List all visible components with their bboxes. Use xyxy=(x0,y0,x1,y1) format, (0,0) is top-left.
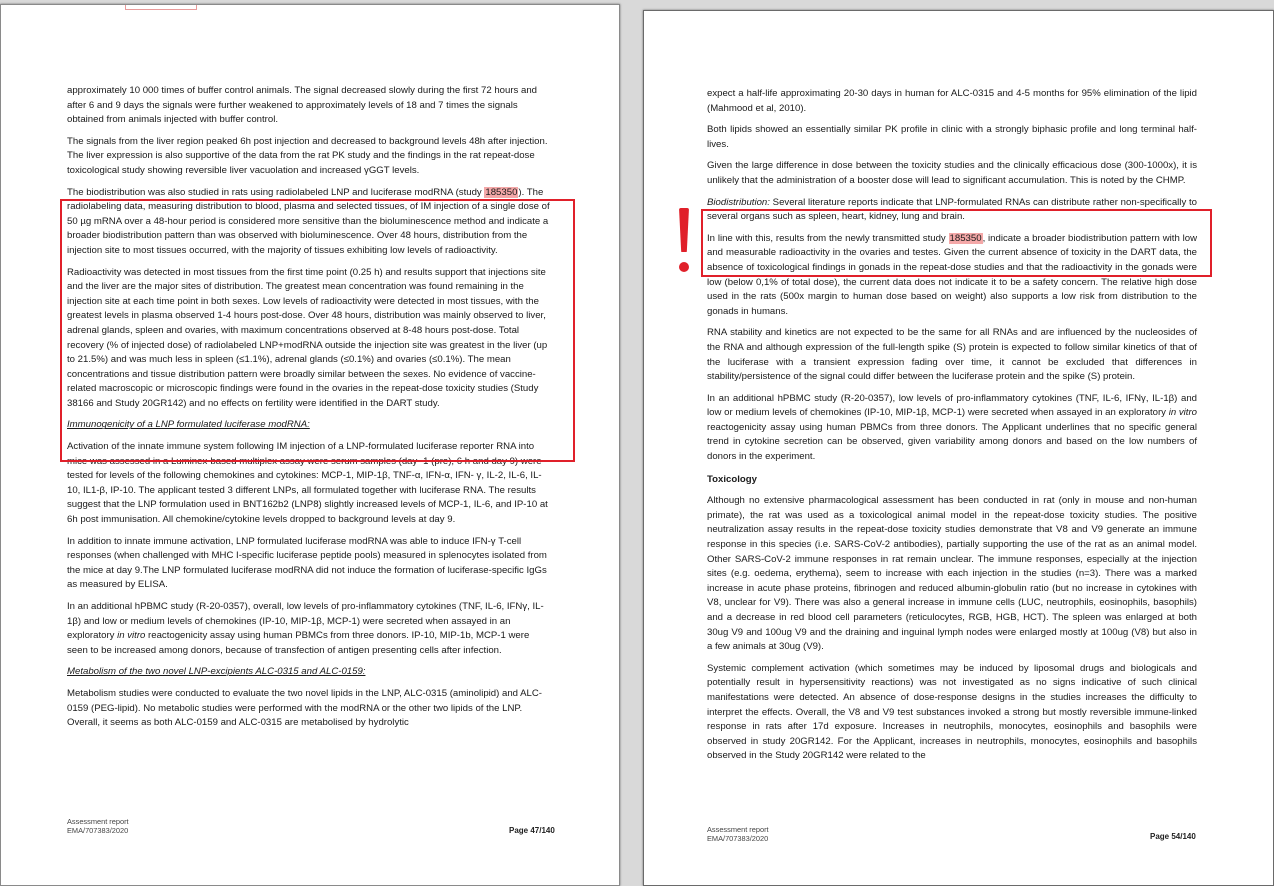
annotation-box xyxy=(60,199,575,462)
paragraph xyxy=(707,392,1197,465)
highlighted-study-number: 185350 xyxy=(949,232,982,244)
paragraph-text: In an additional hPBMC study (R-20-0357), low levels of pro-inflammatory cytokines (TNF, IL-6, IFNγ, IL-1β) and low or medium levels of chemokines (IP-10, MIP-1β, MCP-1) were secreted when assayed in an exploratory xyxy=(707,392,1197,419)
page-content xyxy=(707,87,1197,771)
annotation-box xyxy=(701,209,1212,277)
document-page-left xyxy=(0,4,620,886)
paragraph: The signals from the liver region peaked 6h post injection and decreased to background levels 48h after injection. The liver expression is also supportive of the data from the rat PK study and the findings in the rat repeat-dose toxicological study showing reversible liver vacuolation and increased γGGT levels. xyxy=(67,135,548,176)
paragraph-text: In line with this, results from the newly transmitted study xyxy=(707,232,949,244)
footer-reference: EMA/707383/2020 xyxy=(707,834,769,843)
document-page-right xyxy=(643,10,1274,886)
page-number: Page 54/140 xyxy=(1150,832,1196,841)
section-heading: Toxicology xyxy=(707,473,757,485)
paragraph-text: The biodistribution was also studied in rats using radiolabeled LNP and luciferase modRNA (study xyxy=(67,186,485,198)
paragraph: Both lipids showed an essentially similar PK profile in clinic with a strongly biphasic profile and long terminal half-lives. xyxy=(707,124,1197,150)
page-tab-marker xyxy=(125,5,197,10)
paragraph: expect a half-life approximating 20-30 days in human for ALC-0315 and 4-5 months for 95% elimination of the lipid (Mahmood et al, 2010). xyxy=(707,88,1197,114)
footer-reference: EMA/707383/2020 xyxy=(67,826,129,835)
italic-label: Biodistribution: xyxy=(707,196,770,208)
paragraph-text: ). The radiolabeling data, measuring distribution to blood, plasma and selected tissues, of IM injection of a single dose of 50 µg mRNA over a 48-hour period is considered more sensitive than the bioluminescence method and indicate a broader biodistribution pattern than was observed with bioluminescence. Over 48 hours, distribution from the injection site to most tissues occurred, with the majority of tissues exhibiting low levels of radioactivity. xyxy=(67,186,550,256)
footer-label: Assessment report xyxy=(67,817,129,826)
paragraph-text: , indicate a broader biodistribution pattern with low and measurable radioactivity in the ovaries and testes. Given the current absence of toxicity in the DART data, the absence of toxicological findings in gonads in the repeat-dose studies and that the radioactivity in the gonads were low (below 0,1% of total dose), the current data does not indicate it to be a safety concern. The relative high dose used in the rats (500x margin to human dose based on weight) also supports a low risk from distribution to the gonads in humans. xyxy=(707,232,1197,317)
paragraph: Although no extensive pharmacological assessment has been conducted in rat (only in mouse and non-human primate), the rat was used as a toxicological animal model in the repeat-dose toxicity studies. The positive neutralization assay results in the repeat-dose toxicity studies demonstrate that V8 and V9 generate an immune response in this species (i.e. SARS-CoV-2 antibodies), partially supporting the use of the rat as an animal model. Other SARS-CoV-2 immune responses in rat remain unclear. The immune responses, especially at the injection sites (e.g. oedema, erythema), seem to increase with each injection in the studies (n=3). There was a marked increase in acute phase proteins, fibrinogen and reduced albumin-globulin ratio (but no increase in cytokines with V8, unclear for V9). There was also a general increase in immune cells (LUC, neutrophils, eosinophils, basophils) and a decrease in red blood cell parameters (reticulocytes, RGB, HGB, HCT). The spleen was enlarged at both 30ug V9 and 100ug V9 and the draining and inguinal lymph nodes were enlarged mostly at 100ug (V8) but also in a few animals at 30ug (V9). xyxy=(707,495,1197,653)
page-number: Page 47/140 xyxy=(509,826,555,835)
paragraph: Radioactivity was detected in most tissues from the first time point (0.25 h) and results support that injections site and the liver are the major sites of distribution. The greatest mean concentration was found remaining in the injection site at each time point in both sexes. Low levels of radioactivity were detected in most tissues, with the greatest levels in plasma observed 1-4 hours post-dose. Over 48 hours, distribution was mainly observed to liver, adrenal glands, spleen and ovaries, with maximum concentrations observed at 8-48 hours post-dose. Total recovery (% of injected dose) of radiolabeled LNP+modRNA outside the injection site was greatest in the liver (up to 21.5%) and was much less in spleen (≤1.1%), adrenal glands (≤0.1%) and ovaries (≤0.1%). The mean concentrations and tissue distribution pattern were broadly similar between the sexes. No evidence of vaccine-related macroscopic or microscopic findings were found in the ovaries in the repeat-dose toxicity studies (Study 38166 and Study 20GR142) and no effects on fertility were identified in the DART study. xyxy=(67,266,548,409)
paragraph: Systemic complement activation (which sometimes may be induced by liposomal drugs and biologicals and potentially result in hypersensitivity reactions) was not investigated as no signs indicative of such clinical manifestations were detected. An absence of dose-response designs in the studies increases the difficulty to interpret the effects. Overall, the V8 and V9 test substances invoked a strong but mostly reversible immune-linked response in rats after 17d exposure. Increases in neutrophils, monocytes, eosinophils and basophils were observed in study 20GR142. For the Applicant, increases in neutrophils, monocytes, eosinophils and basophils observed in the Study 20GR142 were related to the xyxy=(707,662,1197,762)
paragraph: Given the large difference in dose between the toxicity studies and the clinically efficacious dose (300-1000x), it is unlikely that the administration of a booster dose will lead to significant accumulation. This is noted by the CHMP. xyxy=(707,160,1197,186)
italic-term: in vitro xyxy=(117,630,146,642)
paragraph: approximately 10 000 times of buffer control animals. The signal decreased slowly during the first 72 hours and after 6 and 9 days the signals were further weakened to approximately levels of 18 and 7 times the signals obtained from animals injected with buffer control. xyxy=(67,85,537,126)
page-footer xyxy=(707,825,769,843)
exclamation-dot-icon xyxy=(679,262,689,272)
section-heading: Immunogenicity of a LNP formulated luciferase modRNA: xyxy=(67,419,310,431)
highlighted-study-number: 185350 xyxy=(485,186,518,198)
paragraph: RNA stability and kinetics are not expected to be the same for all RNAs and are influenced by the nucleosides of the RNA and although expression of the full-length spike (S) protein is expected to follow similar kinetics of that of the luciferase with a transient expression fading over time, it cannot be excluded that differences in stability/persistence of the signal could differ between the luciferase protein and the spike (S) protein. xyxy=(707,327,1197,383)
paragraph: Activation of the innate immune system following IM injection of a LNP-formulated luciferase reporter RNA into mice was assessed in a Luminex-based multiplex assay were serum samples (day -1 (pre), 6 h and day 9) were tested for levels of the following chemokines and cytokines: MCP-1, MIP-1β, TNF-α, IFN-α, IFN- γ, IL-2, IL-6, IL-10, IL1-β, IP-10. The applicant tested 3 different LNPs, all formulated together with luciferase RNA. The results suggest that the LNP formulation used in BNT162b2 (LNP8) slightly increased levels of MCP-1, IL-6, and IP-10 at 6h post immunisation. All chemokine/cytokine levels dropped to background levels at day 9. xyxy=(67,441,548,526)
paragraph-text: Several literature reports indicate that LNP-formulated RNAs can distribute rather non-specifically to several organs such as spleen, heart, kidney, lung and brain. xyxy=(707,196,1197,223)
exclamation-icon xyxy=(679,208,689,252)
paragraph-text: reactogenicity assay using human PBMCs from three donors. The Applicant underlines that no specific general trend in cytokine secretion can be observed, given variability among donors and based on the low numbers of donors in the experiment. xyxy=(707,421,1197,463)
paragraph-text: In an additional hPBMC study (R-20-0357), overall, low levels of pro-inflammatory cytokines (TNF, IL-6, IFNγ, IL-1β) and low or medium levels of chemokines (IP-10, MIP-1β, MCP-1) were secreted when assayed in an exploratory xyxy=(67,601,544,642)
italic-term: in vitro xyxy=(1168,407,1197,419)
footer-label: Assessment report xyxy=(707,825,769,834)
section-heading: Metabolism of the two novel LNP-excipients ALC-0315 and ALC-0159: xyxy=(67,666,366,678)
paragraph: Metabolism studies were conducted to evaluate the two novel lipids in the LNP, ALC-0315 (aminolipid) and ALC-0159 (PEG-lipid). No metabolic studies were performed with the modRNA or the other two lipids of the LNP. Overall, it seems as both ALC-0159 and ALC-0315 are metabolised by hydrolytic xyxy=(67,687,542,729)
paragraph-text: reactogenicity assay using human PBMCs from three donors. IP-10, MIP-1b, MCP-1 were seen to be increased among donors, because of transfection of antigen presenting cells after infection. xyxy=(67,630,530,656)
page-footer xyxy=(67,817,129,835)
paragraph xyxy=(67,600,551,658)
paragraph: In addition to innate immune activation, LNP formulated luciferase modRNA was able to induce IFN-γ T-cell responses (when challenged with MHC I-specific luciferase peptide pools) measured in splenocytes isolated from the mice at day 9.The LNP formulated luciferase modRNA did not induce the formation of luciferase-specific IgGs as measured by ELISA. xyxy=(67,535,547,591)
